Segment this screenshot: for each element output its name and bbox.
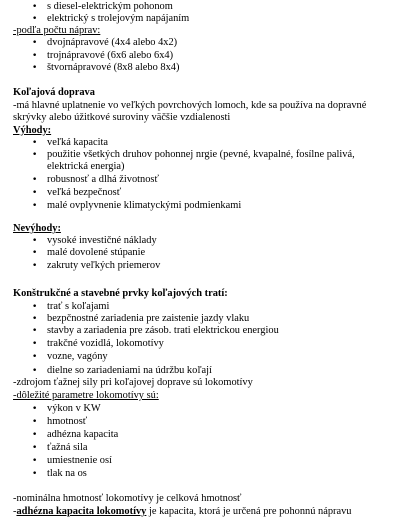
bullet-text: dielne so zariadeniami na údržbu koľají <box>47 365 212 376</box>
bullet-text: umiestnenie osí <box>47 455 112 466</box>
bullet-text: bezpčnostné zariadenia pre zaistenie jazdy vlaku <box>47 313 250 324</box>
bullet-text: malé ovplyvnenie klimatyckými podmienkami <box>47 200 242 211</box>
bullet-text: trakčné vozidlá, lokomotívy <box>47 338 164 349</box>
bullet-text: trojnápravové (6x6 alebo 6x4) <box>47 50 174 61</box>
bullet-text: výkon v KW <box>47 403 101 414</box>
bullet-text: hmotnosť <box>47 416 88 427</box>
text-line: -má hlavné uplatnenie vo veľkých povrchových lomoch, kde sa používa na dopravné <box>13 100 367 111</box>
bullet-text: zakruty veľkých priemerov <box>47 260 161 271</box>
bullet-text: s diesel-elektrickým pohonom <box>47 1 173 12</box>
bullet-text: vozne, vagóny <box>47 351 108 362</box>
section-heading: Výhody: <box>13 125 52 136</box>
bullet-text: dvojnápravové (4x4 alebo 4x2) <box>47 37 178 48</box>
bullet-text: štvornápravové (8x8 alebo 8x4) <box>47 62 180 73</box>
line-prefix: - <box>13 506 17 517</box>
section-heading: Nevýhody: <box>13 223 61 234</box>
bullet-text: ťažná sila <box>47 442 88 453</box>
bullet-text: robusnosť a dlhá životnosť <box>47 174 159 185</box>
bullet-text: elektrický s trolejovým napájaním <box>47 13 190 24</box>
text-line <box>13 506 352 518</box>
bullet-text: trať s koľajami <box>47 301 110 312</box>
bullet-text: adhézna kapacita <box>47 429 119 440</box>
bullet-text: tlak na os <box>47 468 87 479</box>
text-line: -podľa počtu náprav: <box>13 25 101 36</box>
bullet-text: veľká kapacita <box>47 137 109 148</box>
text-line: -zdrojom ťažnej sily pri koľajovej doprave sú lokomotívy <box>13 377 253 388</box>
bullet-text: použitie všetkých druhov pohonnej nrgie (pevné, kvapalné, fosílne palivá, <box>47 149 355 160</box>
bullet-text: malé dovolené stúpanie <box>47 247 146 258</box>
bullet-text: vysoké investičné náklady <box>47 235 157 246</box>
text-line: -dôležité parametre lokomotívy sú: <box>13 390 159 401</box>
line-rest: je kapacita, ktorá je určená pre pohonnú nápravu <box>146 506 352 517</box>
bullet-continuation: elektrická energia) <box>47 161 125 172</box>
bullet-text: stavby a zariadenia pre zásob. trati elektrickou energiou <box>47 325 279 336</box>
text-line: skrývky alebo úžitkové suroviny väčšie vzdialenosti <box>13 112 231 123</box>
section-heading: Konštrukčné a stavebné prvky koľajových tratí: <box>13 288 228 299</box>
section-heading: Koľajová doprava <box>13 87 95 98</box>
term-label: adhézna kapacita lokomotívy <box>16 506 147 517</box>
bullet-text: veľká bezpečnosť <box>47 187 122 198</box>
text-line: -nominálna hmotnosť lokomotívy je celková hmotnosť <box>13 493 242 504</box>
